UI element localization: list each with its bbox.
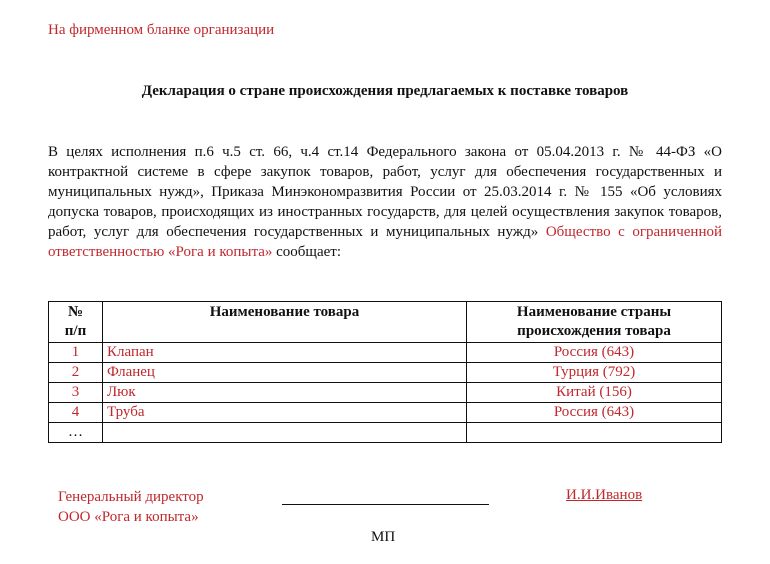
signatory-position bbox=[58, 487, 204, 527]
table-row bbox=[49, 383, 722, 403]
row-country bbox=[467, 423, 722, 443]
row-product-name: Клапан bbox=[103, 343, 467, 363]
signature-line bbox=[282, 504, 489, 505]
intro-text: В целях исполнения п.6 ч.5 ст. 66, ч.4 ст.14 Федерального закона от 05.04.2013 г. № 44-ФЗ «О контрактной системе в сфере закупок товаров, работ, услуг для обеспечения государственных и муниципальных нужд», Приказа Минэкономразвития России от 25.03.2014 г. № 155 «Об условиях допуска товаров, происходящих из иностранных государств, для целей осуществления закупок товаров, работ, услуг для обеспечения государственных и муниципальных нужд» bbox=[48, 144, 722, 240]
letterhead-note: На фирменном бланке организации bbox=[48, 22, 275, 38]
row-number: 1 bbox=[49, 343, 103, 363]
signatory-title: Генеральный директор bbox=[58, 489, 204, 505]
header-country-line2: происхождения товара bbox=[517, 323, 671, 339]
row-number: 4 bbox=[49, 403, 103, 423]
header-country-line1: Наименование страны bbox=[516, 304, 672, 320]
row-product-name: Труба bbox=[103, 403, 467, 423]
header-number bbox=[49, 302, 103, 343]
row-country: Китай (156) bbox=[467, 383, 722, 403]
table-row bbox=[49, 363, 722, 383]
row-country: Россия (643) bbox=[467, 403, 722, 423]
reports-text: сообщает: bbox=[276, 244, 342, 260]
header-product-name bbox=[103, 302, 467, 343]
row-number: … bbox=[49, 423, 103, 443]
row-product-name bbox=[103, 423, 467, 443]
signatory-name: И.И.Иванов bbox=[566, 487, 643, 503]
header-country bbox=[467, 302, 722, 343]
row-country: Турция (792) bbox=[467, 363, 722, 383]
declaration-text bbox=[48, 142, 722, 262]
goods-table bbox=[48, 301, 722, 443]
row-product-name: Люк bbox=[103, 383, 467, 403]
row-number: 2 bbox=[49, 363, 103, 383]
table-row bbox=[49, 403, 722, 423]
signatory-company: ООО «Рога и копыта» bbox=[58, 509, 199, 525]
row-product-name: Фланец bbox=[103, 363, 467, 383]
header-number-line1: № bbox=[67, 304, 84, 320]
table-row bbox=[49, 343, 722, 363]
row-number: 3 bbox=[49, 383, 103, 403]
header-number-line2: п/п bbox=[64, 323, 87, 339]
stamp-place: МП bbox=[371, 529, 396, 545]
row-country: Россия (643) bbox=[467, 343, 722, 363]
table-header-row bbox=[49, 302, 722, 343]
header-product-name-text: Наименование товара bbox=[209, 304, 360, 320]
organization-name: Общество с ограниченной ответственностью «Рога и копыта» bbox=[48, 224, 722, 260]
document-title: Декларация о стране происхождения предлагаемых к поставке товаров bbox=[141, 83, 629, 99]
table-row bbox=[49, 423, 722, 443]
